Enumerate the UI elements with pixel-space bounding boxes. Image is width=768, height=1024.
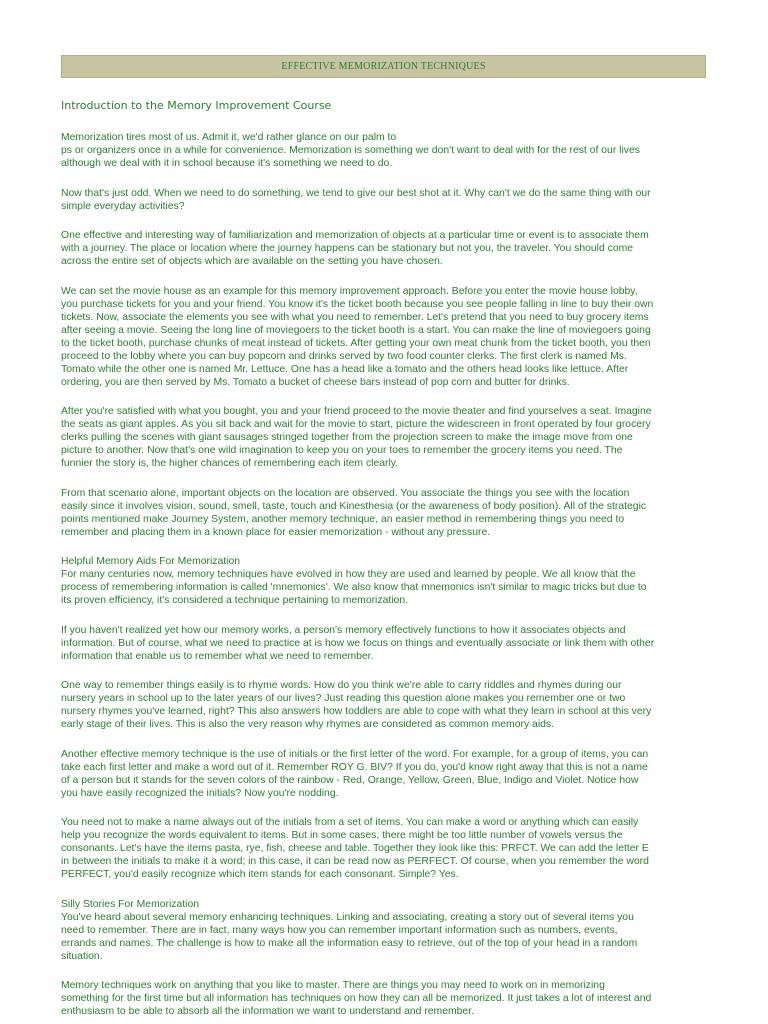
section-heading: Helpful Memory Aids For Memorization <box>61 556 241 567</box>
paragraph: You need not to make a name always out of the initials from a set of items. You can make a word or anything which can easily help you recognize the words equivalent to items. But in some cases, there might be too little number of vowels versus the consonants. Let's have the items pasta, rye, fish, cheese and table. Together they look like this: PRFCT. We can add the letter E in between the initials to make it a word; in this case, it can be read now as PERFECT. Of course, when you remember the word PERFECT, you'd easily recognize which item stands for each consonant. Simple? Yes. <box>61 817 649 880</box>
paragraph: One way to remember things easily is to rhyme words. How do you think we're able to carry riddles and rhymes during our nursery years in school up to the later years of our lives? Just reading this question alone makes you remember one or two nursery rhymes you've learned, right? This also answers how toddlers are able to cope with what they learn in school at this very early stage of their lives. This is also the very reason why rhymes are considered as common memory aids. <box>61 680 652 730</box>
title-bar <box>61 55 706 78</box>
document-body <box>61 131 706 1024</box>
paragraph: From that scenario alone, important objects on the location are observed. You associate the things you see with the location easily since it involves vision, sound, smell, taste, touch and Kinesthesia (or the awareness of body position). All of the strategic points mentioned make Journey System, another memory technique, an easier method in remembering things you need to remember and placing them in a known place for easier memorization - without any pressure. <box>61 487 647 538</box>
paragraph: If you haven't realized yet how our memory works, a person's memory effectively functions to how it associates objects and information. But of course, what we need to practice at is how we focus on things and eventually associate or link them with other information that enable us to remember what we need to remember. <box>61 624 655 662</box>
paragraph: You've heard about several memory enhancing techniques. Linking and associating, creating a story out of several items you need to remember. There are in fact, many ways how you can remember important information such as numbers, events, errands and names. The challenge is how to make all the information easy to retrieve, out of the top of your head in a random situation. <box>61 911 638 962</box>
paragraph: After you're satisfied with what you bought, you and your friend proceed to the movie theater and find yourselves a seat. Imagine the seats as giant apples. As you sit back and wait for the movie to start, picture the widescreen in front operated by four grocery clerks pulling the scenes with giant sausages stringed together from the projection screen to make the image move from one picture to another. Now that's one wild imagination to keep you on your toes to remember the grocery items you need. The funnier the story is, the higher chances of remembering each item clearly. <box>61 406 652 469</box>
paragraph: Another effective memory technique is the use of initials or the first letter of the word. For example, for a group of items, you can take each first letter and make a word out of it. Remember ROY G. BIV? If you do, you'd know right away that this is not a name of a person but it stands for the seven colors of the rainbow - Red, Orange, Yellow, Green, Blue, Indigo and Violet. Notice how you have easily recognized the initials? Now you're nodding. <box>61 748 649 799</box>
paragraph: For many centuries now, memory techniques have evolved in how they are used and learned by people. We all know that the process of remembering information is called 'mnemonics'. We also know that mnemonics isn't similar to magic tricks but due to its proven efficiency, it's considered a technique pertaining to memorization. <box>61 569 647 606</box>
intro-heading: Introduction to the Memory Improvement Course <box>61 99 332 112</box>
document-title: EFFECTIVE MEMORIZATION TECHNIQUES <box>281 61 486 72</box>
paragraph: We can set the movie house as an example for this memory improvement approach. Before you enter the movie house lobby, you purchase tickets for you and your friend. You know it's the ticket booth because you see people falling in line to buy their own tickets. Now, associate the elements you see with what you need to remember. Let's pretend that you need to buy grocery items after seeing a movie. Seeing the long line of moviegoers to the ticket booth is a start. You can make the line of moviegoers going to the ticket booth, purchase chunks of meat instead of tickets. After getting your own meat chunk from the ticket booth, you then proceed to the lobby where you can buy popcorn and drinks served by two food counter clerks. The first clerk is named Ms. Tomato while the other one is named Mr. Lettuce. One has a head like a tomato and the others head looks like lettuce. After ordering, you are then served by Ms. Tomato a bucket of cheese bars instead of pop corn and butter for drinks. <box>61 285 654 388</box>
paragraph: One effective and interesting way of familiarization and memorization of objects at a particular time or event is to associate them with a journey. The place or location where the journey happens can be stationary but not you, the traveler. You should come across the entire set of objects which are available on the setting you have chosen. <box>61 230 649 267</box>
paragraph: Memorization tires most of us. Admit it, we'd rather glance on our palm to ps or organizers once in a while for convenience. Memorization is something we don't want to deal with for the rest of our lives although we deal with it in school because it's something we need to do. <box>61 132 640 169</box>
paragraph: Now that's just odd. When we need to do something, we tend to give our best shot at it. Why can't we do the same thing with our simple everyday activities? <box>61 187 651 212</box>
section-heading: Silly Stories For Memorization <box>61 898 200 910</box>
paragraph: Memory techniques work on anything that you like to master. There are things you may need to work on in memorizing something for the first time but all information has techniques on how they can all be memorized. It just takes a lot of interest and enthusiasm to be able to absorb all the information we want to understand and remember. <box>61 980 652 1017</box>
